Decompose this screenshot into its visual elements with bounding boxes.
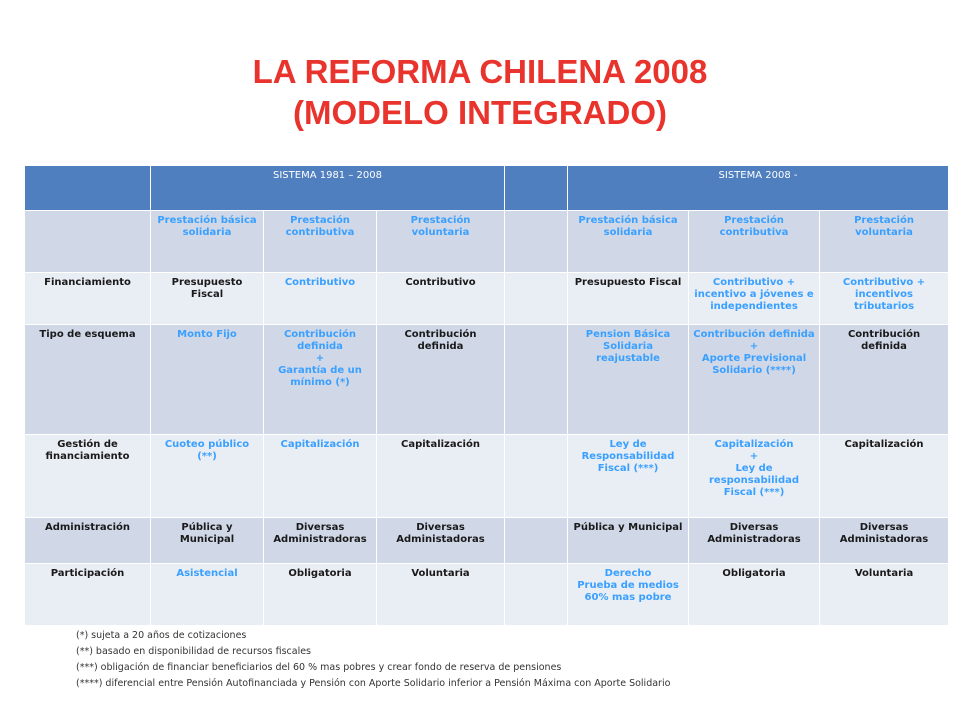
row-label-financiamiento: Financiamiento: [25, 273, 151, 325]
cell-financiamiento-gap: [505, 273, 568, 325]
subheader-blank-cell: [25, 211, 151, 273]
subheader-gap-cell: [505, 211, 568, 273]
cell-financiamiento-a1: Presupuesto Fiscal: [151, 273, 264, 325]
cell-gestion-gap: [505, 435, 568, 518]
cell-admin-gap: [505, 518, 568, 564]
subheader-b-contributiva: Prestación contributiva: [689, 211, 820, 273]
cell-gestion-a1: Cuoteo público (**): [151, 435, 264, 518]
cell-part-b3: Voluntaria: [820, 564, 949, 626]
subheader-a-voluntaria: Prestación voluntaria: [377, 211, 505, 273]
row-label-gestion: Gestión de financiamiento: [25, 435, 151, 518]
row-label-participacion: Participación: [25, 564, 151, 626]
footnote-3: (***) obligación de financiar beneficiarios del 60 % mas pobres y crear fondo de reserva de pensiones: [76, 662, 562, 673]
footnotes: [76, 628, 670, 692]
table-header-row: [25, 166, 949, 211]
cell-part-a3: Voluntaria: [377, 564, 505, 626]
header-blank-cell: [25, 166, 151, 211]
cell-admin-a2: Diversas Administradoras: [264, 518, 377, 564]
cell-tipo-a2-line2: Garantía de un mínimo (*): [278, 365, 362, 388]
header-system-1981-2008: SISTEMA 1981 – 2008: [151, 166, 505, 211]
cell-tipo-a3: Contribución definida: [377, 325, 505, 435]
cell-admin-b1: Pública y Municipal: [568, 518, 689, 564]
cell-admin-a1: Pública y Municipal: [151, 518, 264, 564]
cell-financiamiento-a2: Contributivo: [264, 273, 377, 325]
cell-tipo-b2-plus: +: [749, 341, 759, 352]
cell-financiamiento-b2: Contributivo + incentivo a jóvenes e independientes: [689, 273, 820, 325]
cell-gestion-b1: Ley de Responsabilidad Fiscal (***): [568, 435, 689, 518]
cell-part-b1-line2: Prueba de medios 60% mas pobre: [577, 580, 679, 603]
cell-gestion-b2-plus: +: [749, 451, 759, 462]
row-label-tipo-esquema: Tipo de esquema: [25, 325, 151, 435]
row-label-administracion: Administración: [25, 518, 151, 564]
cell-tipo-b1: Pension Básica Solidaria reajustable: [568, 325, 689, 435]
cell-part-gap: [505, 564, 568, 626]
table-row: [25, 518, 949, 564]
cell-admin-b3: Diversas Administadoras: [820, 518, 949, 564]
comparison-table: [24, 165, 949, 626]
table-subheader-row: [25, 211, 949, 273]
header-system-2008: SISTEMA 2008 -: [568, 166, 949, 211]
footnote-1: (*) sujeta a 20 años de cotizaciones: [76, 630, 247, 641]
footnote-2: (**) basado en disponibilidad de recursos fiscales: [76, 646, 312, 657]
subheader-a-basica: Prestación básica solidaria: [151, 211, 264, 273]
cell-tipo-a2-line1: Contribución definida: [283, 329, 357, 352]
cell-financiamiento-b3: Contributivo + incentivos tributarios: [820, 273, 949, 325]
table-row: [25, 273, 949, 325]
slide-title-line1: LA REFORMA CHILENA 2008: [252, 53, 708, 90]
cell-gestion-b2-line2: Ley de responsabilidad Fiscal (***): [708, 463, 800, 498]
table-row: [25, 435, 949, 518]
cell-part-a1: Asistencial: [151, 564, 264, 626]
subheader-a-contributiva: Prestación contributiva: [264, 211, 377, 273]
cell-tipo-gap: [505, 325, 568, 435]
cell-admin-b2: Diversas Administradoras: [689, 518, 820, 564]
cell-gestion-b3: Capitalización: [820, 435, 949, 518]
cell-tipo-a2-plus: +: [315, 353, 325, 364]
cell-gestion-b2: [689, 435, 820, 518]
table-row: [25, 325, 949, 435]
cell-financiamiento-b1: Presupuesto Fiscal: [568, 273, 689, 325]
cell-admin-a3: Diversas Administadoras: [377, 518, 505, 564]
subheader-b-basica: Prestación básica solidaria: [568, 211, 689, 273]
cell-gestion-a3: Capitalización: [377, 435, 505, 518]
cell-gestion-a2: Capitalización: [264, 435, 377, 518]
cell-part-b2: Obligatoria: [689, 564, 820, 626]
cell-tipo-b2-line2: Aporte Previsional Solidario (****): [701, 353, 807, 376]
cell-gestion-b2-line1: Capitalización: [714, 439, 794, 450]
footnote-4: (****) diferencial entre Pensión Autofinanciada y Pensión con Aporte Solidario inferior a Pensión Máxima con Aporte Solidario: [76, 678, 671, 689]
table-row: [25, 564, 949, 626]
cell-part-b1: [568, 564, 689, 626]
header-gap-cell: [505, 166, 568, 211]
slide-title-line2: (MODELO INTEGRADO): [293, 94, 667, 131]
cell-tipo-a2: [264, 325, 377, 435]
cell-tipo-b2: [689, 325, 820, 435]
cell-tipo-b2-line1: Contribución definida: [693, 329, 815, 340]
cell-part-b1-line1: Derecho: [604, 568, 652, 579]
cell-part-a2: Obligatoria: [264, 564, 377, 626]
cell-tipo-b3: Contribución definida: [820, 325, 949, 435]
cell-tipo-a1: Monto Fijo: [151, 325, 264, 435]
cell-financiamiento-a3: Contributivo: [377, 273, 505, 325]
subheader-b-voluntaria: Prestación voluntaria: [820, 211, 949, 273]
